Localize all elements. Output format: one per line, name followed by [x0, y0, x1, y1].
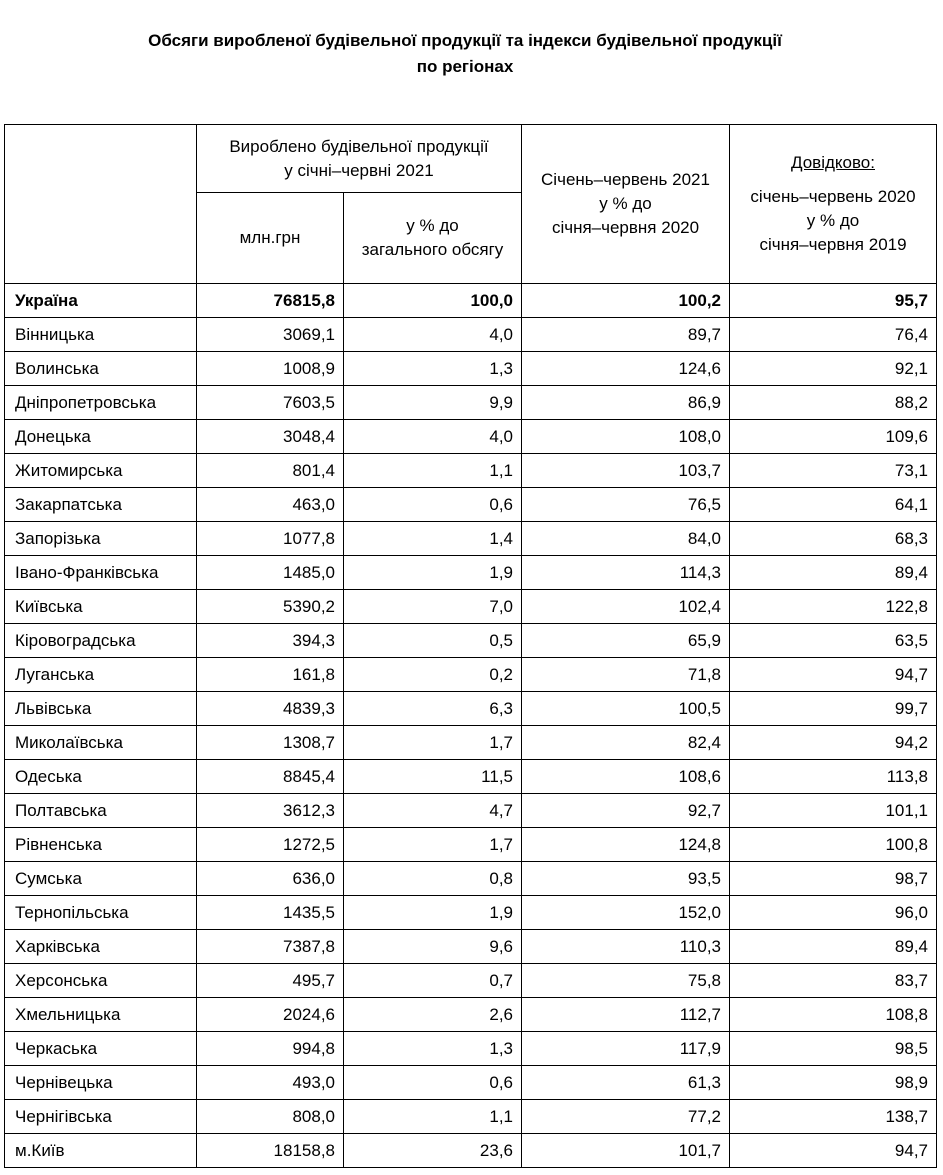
region-name: Закарпатська [5, 488, 197, 522]
index-2020-value: 99,7 [730, 692, 937, 726]
index-2020-value: 108,8 [730, 998, 937, 1032]
mln-value: 7603,5 [197, 386, 344, 420]
pct-value: 1,3 [344, 1032, 522, 1066]
page-title [0, 28, 930, 80]
region-name: Івано-Франківська [5, 556, 197, 590]
mln-value: 394,3 [197, 624, 344, 658]
table-row [5, 1032, 937, 1066]
mln-value: 636,0 [197, 862, 344, 896]
mln-uah-header: млн.грн [197, 193, 344, 284]
title-line-1: Обсяги виробленої будівельної продукції та індекси будівельної продукції [148, 31, 782, 50]
region-name: Луганська [5, 658, 197, 692]
table-row [5, 488, 937, 522]
table-row [5, 1066, 937, 1100]
index-2021-value: 65,9 [522, 624, 730, 658]
index-2020-value: 89,4 [730, 556, 937, 590]
table-row [5, 454, 937, 488]
mln-value: 3069,1 [197, 318, 344, 352]
index-2020-value: 63,5 [730, 624, 937, 658]
pct-value: 1,4 [344, 522, 522, 556]
mln-value: 4839,3 [197, 692, 344, 726]
region-name: Вінницька [5, 318, 197, 352]
region-name: Харківська [5, 930, 197, 964]
mln-value: 2024,6 [197, 998, 344, 1032]
index-2020-value: 88,2 [730, 386, 937, 420]
index-2020-value: 64,1 [730, 488, 937, 522]
table-row [5, 862, 937, 896]
index-2020-value: 76,4 [730, 318, 937, 352]
index-2021-value: 110,3 [522, 930, 730, 964]
pct-value: 100,0 [344, 284, 522, 318]
region-name: Чернівецька [5, 1066, 197, 1100]
region-name: Рівненська [5, 828, 197, 862]
pct-value: 0,8 [344, 862, 522, 896]
pct-value: 1,7 [344, 828, 522, 862]
index-2020-value: 113,8 [730, 760, 937, 794]
index-2021-value: 61,3 [522, 1066, 730, 1100]
index-2021-value: 92,7 [522, 794, 730, 828]
index-2020-value: 101,1 [730, 794, 937, 828]
index-2021-value: 124,8 [522, 828, 730, 862]
mln-value: 495,7 [197, 964, 344, 998]
mln-value: 1435,5 [197, 896, 344, 930]
table-row [5, 794, 937, 828]
pct-value: 1,7 [344, 726, 522, 760]
region-name: Київська [5, 590, 197, 624]
region-name: Хмельницька [5, 998, 197, 1032]
index-2020-value: 94,7 [730, 1134, 937, 1168]
pct-value: 2,6 [344, 998, 522, 1032]
reference-label: Довідково: [791, 153, 875, 172]
index-2021-value: 124,6 [522, 352, 730, 386]
mln-value: 161,8 [197, 658, 344, 692]
index-2021-value: 100,2 [522, 284, 730, 318]
region-name: Дніпропетровська [5, 386, 197, 420]
pct-value: 1,1 [344, 454, 522, 488]
mln-value: 1308,7 [197, 726, 344, 760]
table-row [5, 352, 937, 386]
index-2021-value: 82,4 [522, 726, 730, 760]
pct-value: 7,0 [344, 590, 522, 624]
table-row [5, 964, 937, 998]
table-row [5, 556, 937, 590]
table-row [5, 1134, 937, 1168]
pct-value: 6,3 [344, 692, 522, 726]
region-name: Черкаська [5, 1032, 197, 1066]
index-2020-value: 98,7 [730, 862, 937, 896]
index-2021-value: 103,7 [522, 454, 730, 488]
index-2021-value: 108,0 [522, 420, 730, 454]
region-name: Волинська [5, 352, 197, 386]
index-2020-value: 68,3 [730, 522, 937, 556]
region-name: Чернігівська [5, 1100, 197, 1134]
table-row [5, 692, 937, 726]
index-2021-value: 114,3 [522, 556, 730, 590]
pct-total-header: у % до загального обсягу [344, 193, 522, 284]
mln-value: 801,4 [197, 454, 344, 488]
table-row [5, 590, 937, 624]
pct-value: 4,0 [344, 318, 522, 352]
region-name: Тернопільська [5, 896, 197, 930]
index-2021-value: 86,9 [522, 386, 730, 420]
region-name: Херсонська [5, 964, 197, 998]
region-name: Полтавська [5, 794, 197, 828]
region-name: Донецька [5, 420, 197, 454]
index-2021-value: 71,8 [522, 658, 730, 692]
table-row [5, 318, 937, 352]
index-2021-value: 84,0 [522, 522, 730, 556]
region-name: Миколаївська [5, 726, 197, 760]
index-2021-value: 101,7 [522, 1134, 730, 1168]
region-name: Львівська [5, 692, 197, 726]
pct-value: 0,5 [344, 624, 522, 658]
pct-value: 4,7 [344, 794, 522, 828]
pct-value: 0,2 [344, 658, 522, 692]
index-2021-value: 75,8 [522, 964, 730, 998]
index-2020-value: 73,1 [730, 454, 937, 488]
index-2020-value: 98,9 [730, 1066, 937, 1100]
region-name: Кіровоградська [5, 624, 197, 658]
region-name: м.Київ [5, 1134, 197, 1168]
pct-value: 23,6 [344, 1134, 522, 1168]
index-2020-value: 95,7 [730, 284, 937, 318]
regions-table [4, 124, 937, 1168]
mln-value: 18158,8 [197, 1134, 344, 1168]
mln-value: 493,0 [197, 1066, 344, 1100]
pct-value: 9,6 [344, 930, 522, 964]
pct-value: 0,6 [344, 1066, 522, 1100]
pct-value: 1,1 [344, 1100, 522, 1134]
table-row [5, 760, 937, 794]
table-row-total [5, 284, 937, 318]
mln-value: 3612,3 [197, 794, 344, 828]
index-2020-value: 92,1 [730, 352, 937, 386]
table-row [5, 658, 937, 692]
index-2020-value: 96,0 [730, 896, 937, 930]
pct-value: 0,7 [344, 964, 522, 998]
mln-value: 463,0 [197, 488, 344, 522]
index-2021-header: Січень–червень 2021 у % до січня–червня 2020 [522, 125, 730, 284]
table-row [5, 930, 937, 964]
table-row [5, 726, 937, 760]
table-row [5, 624, 937, 658]
table-row [5, 998, 937, 1032]
table-row [5, 420, 937, 454]
index-2020-value: 89,4 [730, 930, 937, 964]
index-2021-value: 108,6 [522, 760, 730, 794]
index-2020-value: 138,7 [730, 1100, 937, 1134]
pct-value: 9,9 [344, 386, 522, 420]
index-2020-header: Довідково: січень–червень 2020 у % до січня–червня 2019 [730, 125, 937, 284]
region-name: Житомирська [5, 454, 197, 488]
mln-value: 7387,8 [197, 930, 344, 964]
pct-value: 1,3 [344, 352, 522, 386]
index-2021-value: 102,4 [522, 590, 730, 624]
mln-value: 3048,4 [197, 420, 344, 454]
mln-value: 5390,2 [197, 590, 344, 624]
index-2021-value: 76,5 [522, 488, 730, 522]
pct-value: 1,9 [344, 896, 522, 930]
pct-value: 1,9 [344, 556, 522, 590]
produced-header: Вироблено будівельної продукції у січні–червні 2021 [197, 125, 522, 193]
index-2020-value: 83,7 [730, 964, 937, 998]
region-name: Україна [5, 284, 197, 318]
region-name: Запорізька [5, 522, 197, 556]
index-2020-value: 122,8 [730, 590, 937, 624]
index-2021-value: 117,9 [522, 1032, 730, 1066]
mln-value: 76815,8 [197, 284, 344, 318]
index-2020-value: 109,6 [730, 420, 937, 454]
index-2021-value: 93,5 [522, 862, 730, 896]
index-2021-value: 89,7 [522, 318, 730, 352]
index-2020-value: 94,7 [730, 658, 937, 692]
title-line-2: по регіонах [416, 57, 514, 76]
region-header-cell [5, 125, 197, 284]
mln-value: 1272,5 [197, 828, 344, 862]
table-row [5, 828, 937, 862]
region-name: Одеська [5, 760, 197, 794]
pct-value: 4,0 [344, 420, 522, 454]
index-2020-value: 98,5 [730, 1032, 937, 1066]
table-row [5, 386, 937, 420]
pct-value: 11,5 [344, 760, 522, 794]
index-2020-value: 94,2 [730, 726, 937, 760]
index-2021-value: 77,2 [522, 1100, 730, 1134]
mln-value: 994,8 [197, 1032, 344, 1066]
mln-value: 1008,9 [197, 352, 344, 386]
mln-value: 808,0 [197, 1100, 344, 1134]
table-row [5, 522, 937, 556]
table-row [5, 896, 937, 930]
index-2021-value: 152,0 [522, 896, 730, 930]
index-2020-value: 100,8 [730, 828, 937, 862]
region-name: Сумська [5, 862, 197, 896]
mln-value: 8845,4 [197, 760, 344, 794]
pct-value: 0,6 [344, 488, 522, 522]
mln-value: 1485,0 [197, 556, 344, 590]
mln-value: 1077,8 [197, 522, 344, 556]
table-row [5, 1100, 937, 1134]
index-2021-value: 112,7 [522, 998, 730, 1032]
index-2021-value: 100,5 [522, 692, 730, 726]
